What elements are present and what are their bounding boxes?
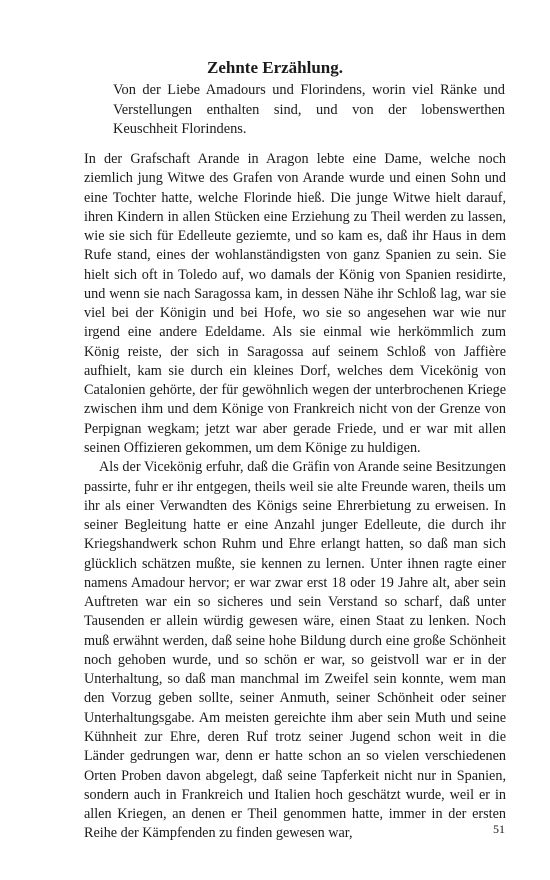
chapter-title: Zehnte Erzählung. xyxy=(206,58,344,77)
chapter-argument: Von der Liebe Amadours und Florindens, worin viel Ränke und Verstellungen enthalten sind, und von der lobenswerthen Keuschheit Florindens. xyxy=(113,82,505,137)
page-number: 51 xyxy=(493,822,505,836)
paragraph-1: In der Grafschaft Arande in Aragon lebte eine Dame, welche noch ziemlich jung Witwe des Grafen von Arande wurde und einen Sohn und eine Tochter hatte, welche Florinde hieß. Die junge Witwe hielt darauf, ihren Kindern in allen Stücken eine Erziehung zu Theil werden zu lassen, wie sie sich für Edelleute geziemte, und so kam es, daß ihr Haus in dem Rufe stand, eines der wohlanständigsten von ganz Spanien zu sein. Sie hielt sich oft in Toledo auf, wo damals der König von Spanien residirte, und wenn sie nach Saragossa kam, in dessen Nähe ihr Schloß lag, war sie viel bei der Königin und bei Hofe, wo sie so angesehen war wie nur irgend eine andere Edeldame. Als sie einmal wie herkömmlich zum König reiste, der sich in Saragossa auf seinem Schloß von Jaffière aufhielt, kam sie durch ein kleines Dorf, welches dem Vicekönig von Catalonien gehörte, der für gewöhnlich wegen der unterbrochenen Kriege zwischen ihm und dem Könige von Frankreich nicht von der Grenze von Perpignan wegkam; jetzt war aber gerade Friede, und er war mit allen seinen Offizieren gekommen, um dem Könige zu huldigen. xyxy=(84,151,506,456)
body-text xyxy=(84,150,506,844)
paragraph-2: Als der Vicekönig erfuhr, daß die Gräfin von Arande seine Besitzungen passirte, fuhr er ihr entgegen, theils weil sie alte Freunde waren, theils um ihr als einer Verwandten des Königs seine Ehrerbietung zu erweisen. In seiner Begleitung hatte er eine Anzahl junger Edelleute, die durch ihr Kriegshandwerk schon Ruhm und Ehre erlangt hatten, so daß man sich glücklich schätzen mußte, sie kennen zu lernen. Unter ihnen ragte einer namens Amadour hervor; er war zwar erst 18 oder 19 Jahre alt, aber sein Auftreten war ein so sicheres und sein Verstand so scharf, daß unter Tausenden er allein würdig gewesen wäre, einen Staat zu lenken. Noch muß erwähnt werden, daß seine hohe Bildung durch eine große Schönheit noch gehoben wurde, und so schön er war, so geistvoll war er in der Unterhaltung, so daß man manchmal im Zweifel sein konnte, wem man den Vorzug geben sollte, seiner Anmuth, seiner Schönheit oder seiner Unterhaltungsgabe. Am meisten gereichte ihm aber sein Muth und seine Kühnheit zur Ehre, deren Ruf trotz seiner Jugend schon weit in die Länder gedrungen war, denn er hatte schon an so vielen verschiedenen Orten Proben davon abgelegt, daß seine Tapferkeit nicht nur in Spanien, sondern auch in Frankreich und Italien hoch geschätzt wurde, weil er in allen Kriegen, an denen er Theil genommen hatte, immer in der ersten Reihe der Kämpfenden zu finden gewesen war, xyxy=(84,459,506,842)
